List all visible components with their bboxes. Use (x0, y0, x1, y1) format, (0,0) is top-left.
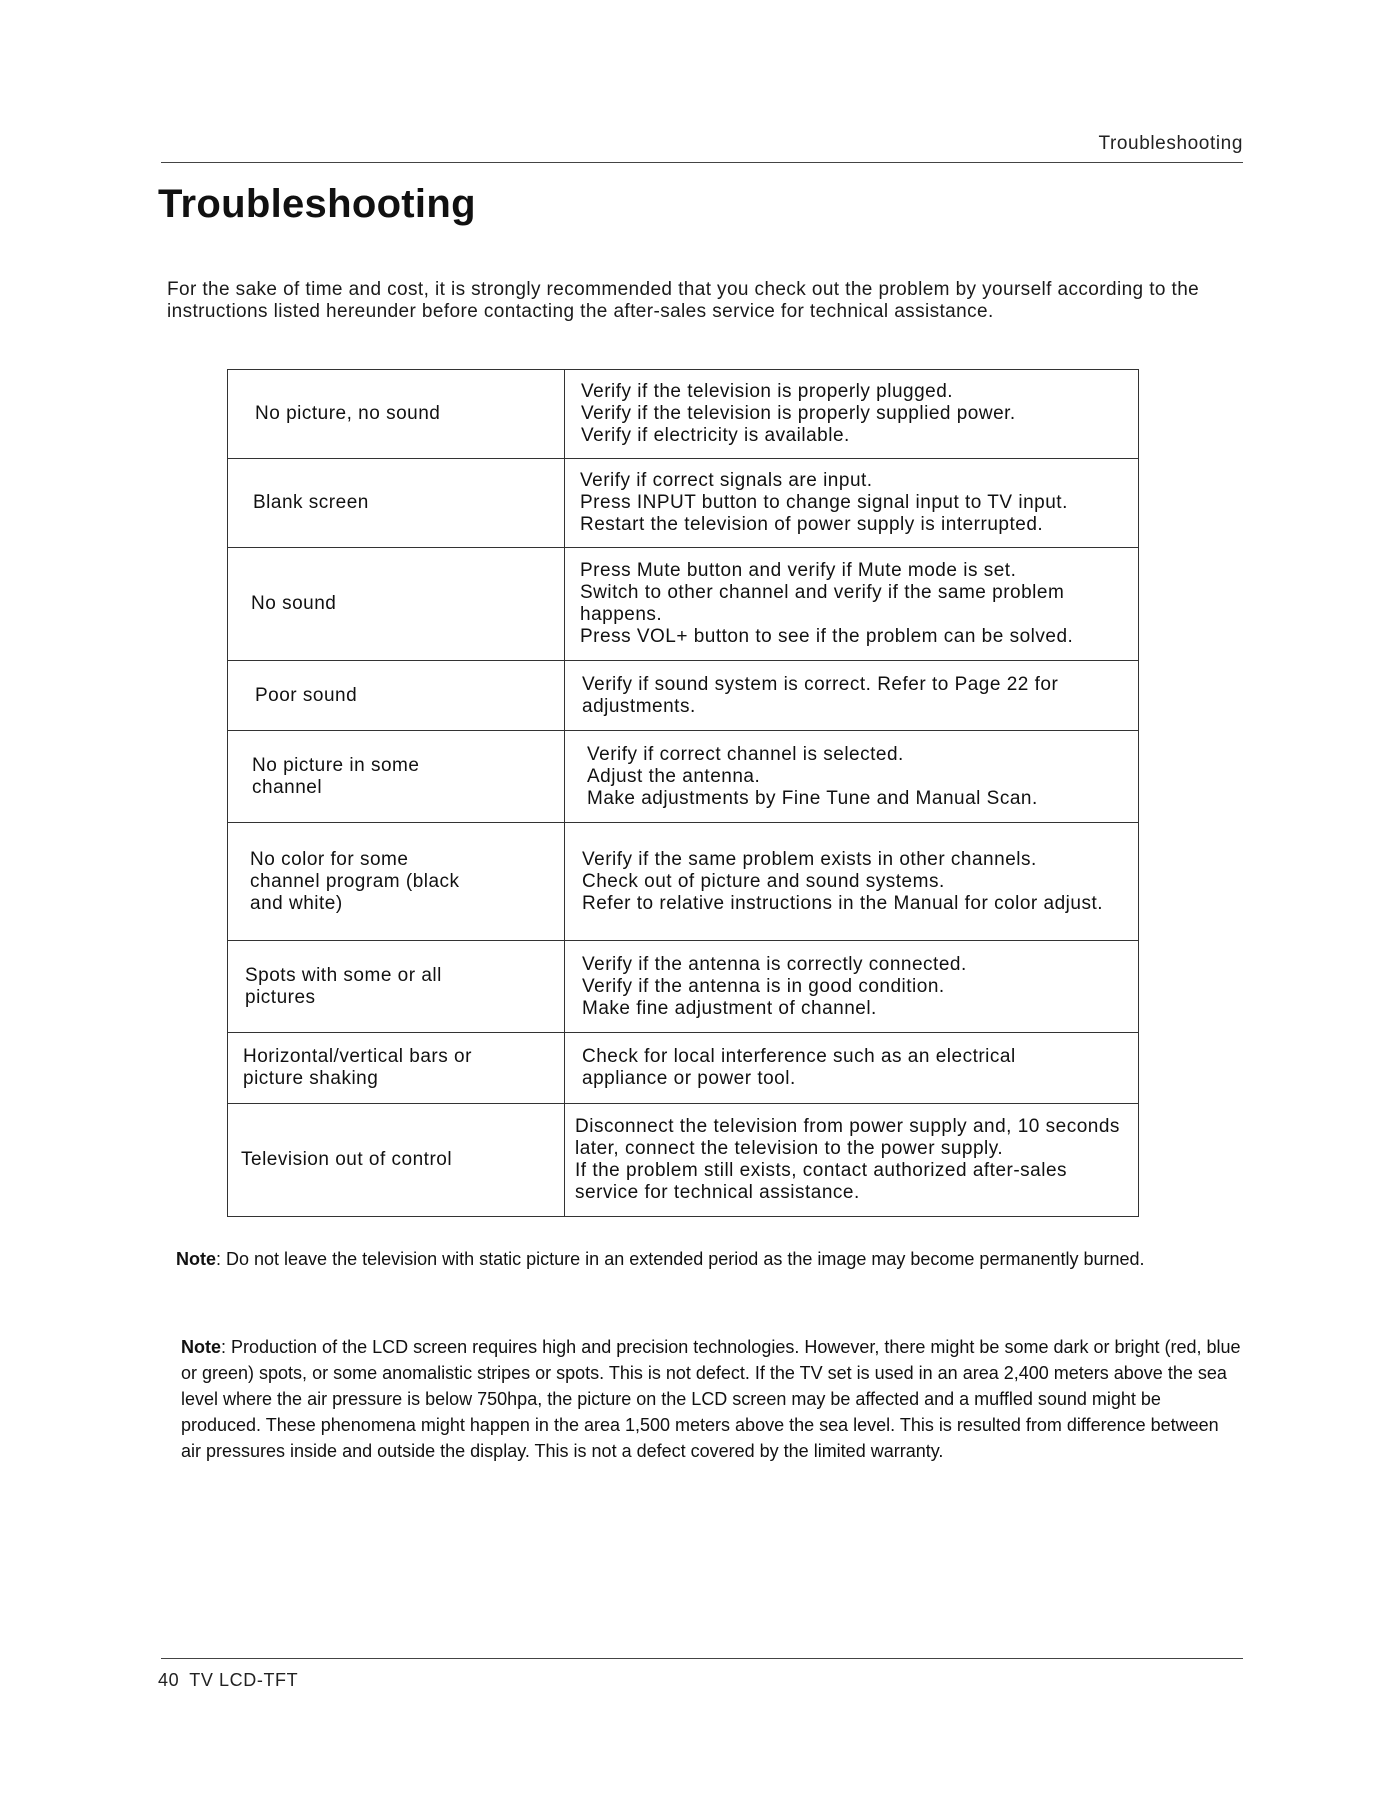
product-name: TV LCD-TFT (189, 1670, 299, 1690)
table-row (228, 548, 1139, 661)
problem-cell: No sound (228, 548, 565, 661)
problem-cell: No picture, no sound (228, 370, 565, 459)
note-text: : Do not leave the television with static picture in an extended period as the image may become permanently burned. (216, 1249, 1145, 1269)
solution-line: Verify if the same problem exists in other channels. (582, 848, 1037, 870)
running-header: Troubleshooting (1098, 133, 1243, 154)
solution-cell (565, 1104, 1139, 1217)
solution-line: Disconnect the television from power supply and, 10 seconds later, connect the television to the power supply. (575, 1116, 1120, 1159)
troubleshooting-table (227, 369, 1139, 1217)
solution-line: Verify if electricity is available. (581, 425, 850, 446)
burn-in-note (176, 1248, 1266, 1270)
solution-line: Press VOL+ button to see if the problem can be solved. (580, 626, 1074, 647)
table-row (228, 1033, 1139, 1104)
solution-line: Verify if the television is properly supplied power. (581, 403, 1016, 424)
note-label: Note (176, 1249, 216, 1269)
solution-line: Check out of picture and sound systems. (582, 870, 945, 892)
table-row (228, 731, 1139, 823)
solution-line: Verify if correct channel is selected. (587, 743, 904, 765)
solution-cell (565, 459, 1139, 548)
header-divider (161, 162, 1243, 163)
solution-cell (565, 731, 1139, 823)
table-row (228, 459, 1139, 548)
solution-line: Verify if the antenna is in good condition. (582, 975, 945, 997)
solution-cell (565, 1033, 1139, 1104)
solution-line: Verify if sound system is correct. Refer to Page 22 for adjustments. (582, 673, 1059, 717)
solution-line: Make fine adjustment of channel. (582, 997, 877, 1019)
solution-line: Switch to other channel and verify if the same problem happens. (580, 582, 1065, 625)
table-row (228, 823, 1139, 941)
solution-cell (565, 941, 1139, 1033)
solution-line: Make adjustments by Fine Tune and Manual Scan. (587, 787, 1038, 809)
problem-cell: Horizontal/vertical bars or picture shaking (228, 1033, 565, 1104)
solution-line: Adjust the antenna. (587, 765, 761, 787)
problem-cell: Television out of control (228, 1104, 565, 1217)
page-footer (158, 1670, 298, 1691)
footer-divider (161, 1658, 1243, 1659)
solution-line: Check for local interference such as an electrical appliance or power tool. (582, 1046, 1016, 1089)
solution-line: Verify if the television is properly plugged. (581, 381, 954, 402)
problem-cell: No color for some channel program (black and white) (228, 823, 565, 941)
problem-cell: Poor sound (228, 661, 565, 731)
page-number: 40 (158, 1670, 180, 1690)
solution-cell (565, 661, 1139, 731)
intro-paragraph: For the sake of time and cost, it is strongly recommended that you check out the problem by yourself according to the instructions listed hereunder before contacting the after-sales service for technical assistance. (167, 279, 1200, 322)
problem-cell: Blank screen (228, 459, 565, 548)
table-row (228, 661, 1139, 731)
solution-line: If the problem still exists, contact authorized after-sales service for technical assistance. (575, 1160, 1068, 1203)
note-label: Note (181, 1337, 221, 1357)
solution-line: Verify if the antenna is correctly connected. (582, 953, 967, 975)
solution-line: Verify if correct signals are input. (580, 470, 873, 491)
solution-line: Press INPUT button to change signal input to TV input. (580, 492, 1068, 513)
solution-cell (565, 548, 1139, 661)
solution-line: Restart the television of power supply is interrupted. (580, 514, 1044, 535)
table-row (228, 370, 1139, 459)
solution-line: Press Mute button and verify if Mute mode is set. (580, 560, 1017, 581)
problem-cell: No picture in some channel (228, 731, 565, 823)
solution-cell (565, 823, 1139, 941)
problem-cell: Spots with some or all pictures (228, 941, 565, 1033)
solution-line: Refer to relative instructions in the Manual for color adjust. (582, 892, 1104, 914)
note-text: : Production of the LCD screen requires high and precision technologies. However, there might be some dark or bright (red, blue or green) spots, or some anomalistic stripes or spots. This is not defect. If the TV set is used in an area 2,400 meters above the sea level where the air pressure is below 750hpa, the picture on the LCD screen may be affected and a muffled sound might be produced. These phenomena might happen in the area 1,500 meters above the sea level. This is resulted from difference between air pressures inside and outside the display. This is not a defect covered by the limited warranty. (181, 1337, 1241, 1461)
solution-cell (565, 370, 1139, 459)
table-row (228, 1104, 1139, 1217)
page-title: Troubleshooting (158, 182, 476, 226)
lcd-screen-note (181, 1334, 1241, 1464)
table-row (228, 941, 1139, 1033)
